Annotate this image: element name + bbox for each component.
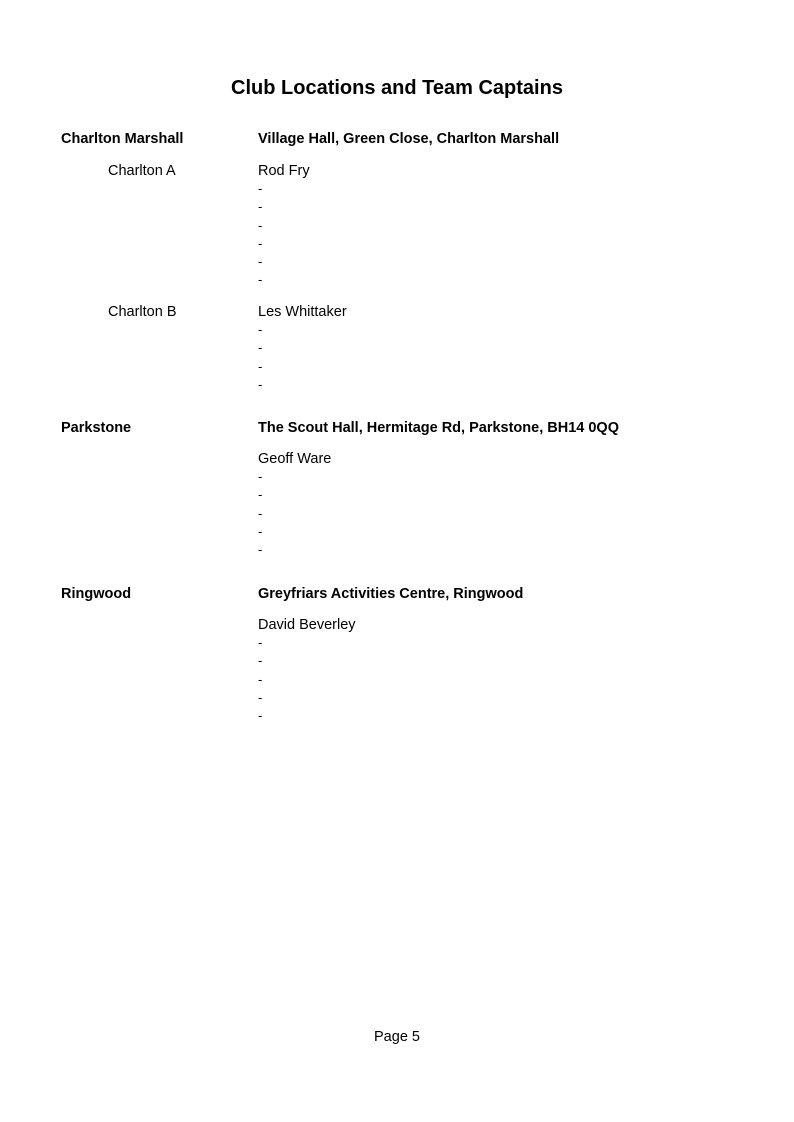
club-venue-ringwood: Greyfriars Activities Centre, Ringwood bbox=[258, 586, 524, 602]
captain-name: Geoff Ware bbox=[258, 451, 332, 467]
club-name-charlton-marshall: Charlton Marshall bbox=[61, 131, 184, 147]
contact-detail-line: - bbox=[258, 689, 263, 705]
captain-block-ringwood bbox=[258, 616, 356, 725]
page-number: Page 5 bbox=[374, 1029, 420, 1045]
contact-detail-line: - bbox=[258, 635, 263, 650]
contact-detail-line: - bbox=[258, 653, 263, 669]
contact-detail-line: - bbox=[258, 487, 263, 503]
contact-detail-line: - bbox=[258, 469, 263, 484]
captain-name: David Beverley bbox=[258, 617, 356, 633]
club-name-parkstone: Parkstone bbox=[61, 420, 132, 436]
page-title: Club Locations and Team Captains bbox=[231, 77, 563, 99]
captain-name: Rod Fry bbox=[258, 163, 310, 179]
contact-detail-line: - bbox=[258, 358, 263, 374]
contact-detail-line: - bbox=[258, 505, 263, 521]
contact-detail-line: - bbox=[258, 708, 263, 724]
contact-detail-line: - bbox=[258, 340, 263, 356]
contact-detail-line: - bbox=[258, 322, 263, 337]
captain-block-parkstone bbox=[258, 450, 331, 559]
club-name-ringwood: Ringwood bbox=[61, 586, 132, 602]
team-name-charlton-a: Charlton A bbox=[108, 163, 176, 179]
contact-detail-line: - bbox=[258, 254, 263, 270]
contact-detail-line: - bbox=[258, 542, 263, 558]
captain-block-charlton-b bbox=[258, 303, 347, 394]
contact-detail-line: - bbox=[258, 272, 263, 288]
contact-detail-line: - bbox=[258, 181, 263, 196]
team-name-charlton-b: Charlton B bbox=[108, 304, 177, 320]
contact-detail-line: - bbox=[258, 523, 263, 539]
contact-detail-line: - bbox=[258, 235, 263, 251]
contact-detail-line: - bbox=[258, 376, 263, 392]
captain-block-charlton-a bbox=[258, 162, 310, 290]
contact-detail-line: - bbox=[258, 217, 263, 233]
contact-detail-line: - bbox=[258, 199, 263, 215]
club-venue-parkstone: The Scout Hall, Hermitage Rd, Parkstone, BH14 0QQ bbox=[258, 420, 619, 436]
captain-name: Les Whittaker bbox=[258, 304, 347, 320]
club-venue-charlton-marshall: Village Hall, Green Close, Charlton Marshall bbox=[258, 131, 560, 147]
contact-detail-line: - bbox=[258, 671, 263, 687]
